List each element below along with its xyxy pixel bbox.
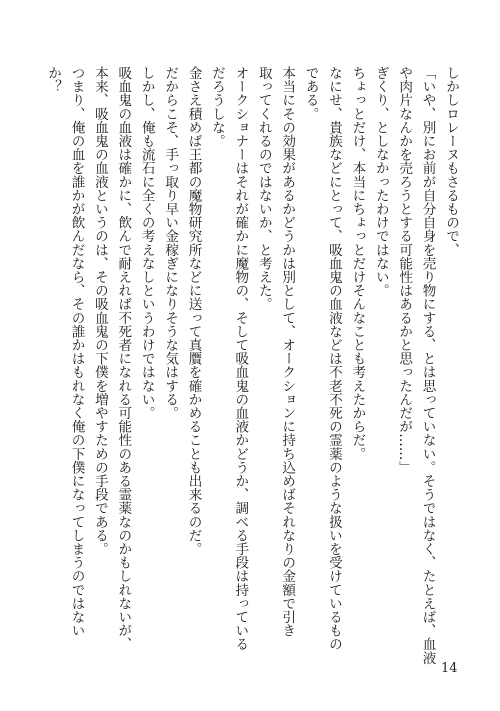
- text-line: しかし、俺も流石に全くの考えなしというわけではない。: [138, 66, 155, 420]
- text-line: つまり、俺の血を誰かが飲んだなら、その誰かはもれなく俺の下僕になってしまうのではない: [68, 66, 85, 638]
- text-line: か？: [45, 66, 62, 94]
- text-line: しかしロレーヌもさるもので、: [443, 66, 459, 257]
- text-line: 本来、吸血鬼の血液というのは、その吸血鬼の下僕を増やすための手段である。: [91, 66, 108, 556]
- text-line: だからこそ、手っ取り早い金稼ぎになりそうな気はする。: [162, 66, 179, 420]
- text-line: 本当にその効果があるかどうかは別として、オークションに持ち込めばそれなりの金額で引き: [279, 66, 296, 638]
- text-line: 吸血鬼の血液は確かに、飲んで耐えれば不死者になれる可能性のある霊薬なのかもしれないが、: [115, 66, 132, 651]
- page-number: 14: [441, 661, 458, 676]
- text-line: なにせ、貴族などにとって、吸血鬼の血液などは不老不死の霊薬のような扱いを受けているもの: [325, 66, 342, 651]
- text-line: だろうしな。: [208, 66, 225, 148]
- vertical-text-body: [27, 66, 462, 666]
- text-line: 「いや、別にお前が自分自身を売り物にする、とは思っていない。そうではなく、たとえば、血液: [419, 66, 436, 665]
- text-line: ぎくり、としなかったわけではない。: [372, 66, 389, 298]
- text-line: オークショナーはそれが確かに魔物の、そして吸血鬼の血液かどうか、調べる手段は持っている: [232, 66, 249, 651]
- text-line: 取ってくれるのではないか、と考えた。: [255, 66, 272, 311]
- text-line: ちょっとだけ、本当にちょっとだけそんなことも考えたからだ。: [349, 66, 366, 461]
- text-line: や肉片なんかを売ろうとする可能性はあるかと思ったんだが……」: [396, 66, 413, 474]
- text-line: である。: [302, 66, 319, 121]
- text-line: 金さえ積めば王都の魔物研究所などに送って真贋を確かめることも出来るのだ。: [185, 66, 202, 556]
